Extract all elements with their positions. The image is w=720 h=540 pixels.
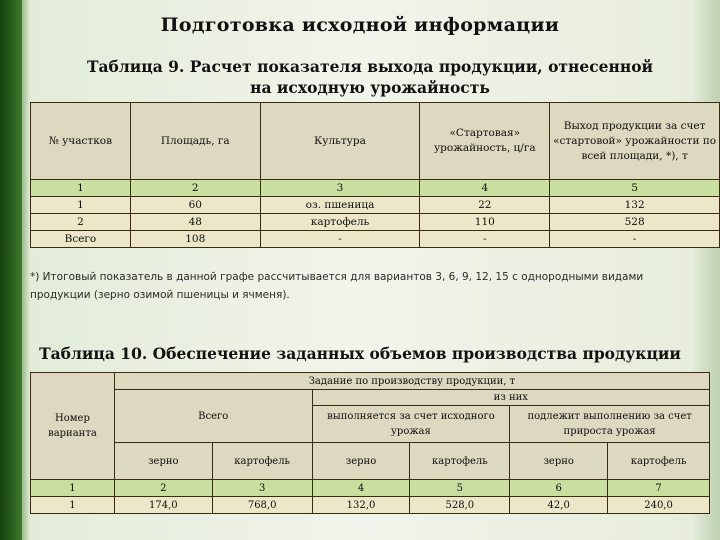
table-row [31, 214, 720, 231]
table-row [31, 197, 720, 214]
table10-cell: 3 [212, 480, 312, 497]
table10-subheader-cell: картофель [410, 443, 510, 480]
table10-cell: 7 [608, 480, 710, 497]
slide-title: Подготовка исходной информации [160, 14, 560, 36]
table9-cell: оз. пшеница [260, 197, 420, 214]
table10-initial-header: выполняется за счет исходного урожая [312, 406, 510, 443]
table9-cell: 1 [31, 197, 131, 214]
table9-cell: 2 [130, 180, 260, 197]
table9-header-cell: Культура [260, 103, 420, 180]
table10-subheader-cell: картофель [608, 443, 710, 480]
table10-growth-header: подлежит выполнению за счет прироста урожая [510, 406, 710, 443]
table10 [30, 372, 710, 514]
table9-cell: 108 [130, 231, 260, 248]
table10-cell: 174,0 [114, 497, 212, 514]
table10-cell: 6 [510, 480, 608, 497]
table9-cell: 528 [550, 214, 720, 231]
table9-cell: 3 [260, 180, 420, 197]
table9-cell: - [260, 231, 420, 248]
table9-cell: 48 [130, 214, 260, 231]
table9-cell: 110 [420, 214, 550, 231]
table9-cell: 132 [550, 197, 720, 214]
table10-subheader-cell: зерно [312, 443, 410, 480]
table9-cell: 1 [31, 180, 131, 197]
table9-title-line1: Таблица 9. Расчет показателя выхода продукции, отнесенной [86, 57, 654, 76]
table10-cell: 1 [31, 480, 115, 497]
footnote: *) Итоговый показатель в данной графе рассчитывается для вариантов 3, 6, 9, 12, 15 с однородными видами продукции (зерно озимой пшеницы и ячменя). [30, 271, 644, 301]
table10-subheader-cell: картофель [212, 443, 312, 480]
table10-title: Таблица 10. Обеспечение заданных объемов производства продукции [39, 344, 681, 363]
table9-header-cell: «Стартовая» урожайность, ц/га [420, 103, 550, 180]
table-row [31, 497, 710, 514]
table10-total-header: Всего [114, 390, 312, 443]
table9-cell: 22 [420, 197, 550, 214]
table10-cell: 528,0 [410, 497, 510, 514]
table9-cell: Всего [31, 231, 131, 248]
table9-cell: 60 [130, 197, 260, 214]
table9-header-cell: Площадь, га [130, 103, 260, 180]
table10-header-row [31, 390, 710, 406]
table10-header-row [31, 373, 710, 390]
table10-of-them-header: из них [312, 390, 709, 406]
table10-cell: 132,0 [312, 497, 410, 514]
table9-cell: - [420, 231, 550, 248]
table10-cell: 5 [410, 480, 510, 497]
table9-cell: 4 [420, 180, 550, 197]
table10-cell: 42,0 [510, 497, 608, 514]
left-edge-band [0, 0, 22, 540]
table10-subheader-row [31, 443, 710, 480]
table9-cell: 5 [550, 180, 720, 197]
table9-header-cell: Выход продукции за счет «стартовой» урожайности по всей площади, *), т [550, 103, 720, 180]
table10-subheader-cell: зерно [114, 443, 212, 480]
table9-header-cell: № участков [31, 103, 131, 180]
table9-index-row [31, 180, 720, 197]
table9 [30, 102, 720, 248]
table10-subheader-cell: зерно [510, 443, 608, 480]
table9-cell: 2 [31, 214, 131, 231]
table10-cell: 2 [114, 480, 212, 497]
table9-cell: - [550, 231, 720, 248]
table9-title-line2: на исходную урожайность [250, 78, 490, 97]
table9-title [60, 56, 680, 98]
table10-cell: 4 [312, 480, 410, 497]
table10-task-header: Задание по производству продукции, т [114, 373, 709, 390]
table10-cell: 1 [31, 497, 115, 514]
table9-header-row [31, 103, 720, 180]
table9-cell: картофель [260, 214, 420, 231]
table10-cell: 240,0 [608, 497, 710, 514]
table10-index-row [31, 480, 710, 497]
table-row [31, 231, 720, 248]
table10-variant-header: Номер варианта [31, 373, 115, 480]
table10-cell: 768,0 [212, 497, 312, 514]
